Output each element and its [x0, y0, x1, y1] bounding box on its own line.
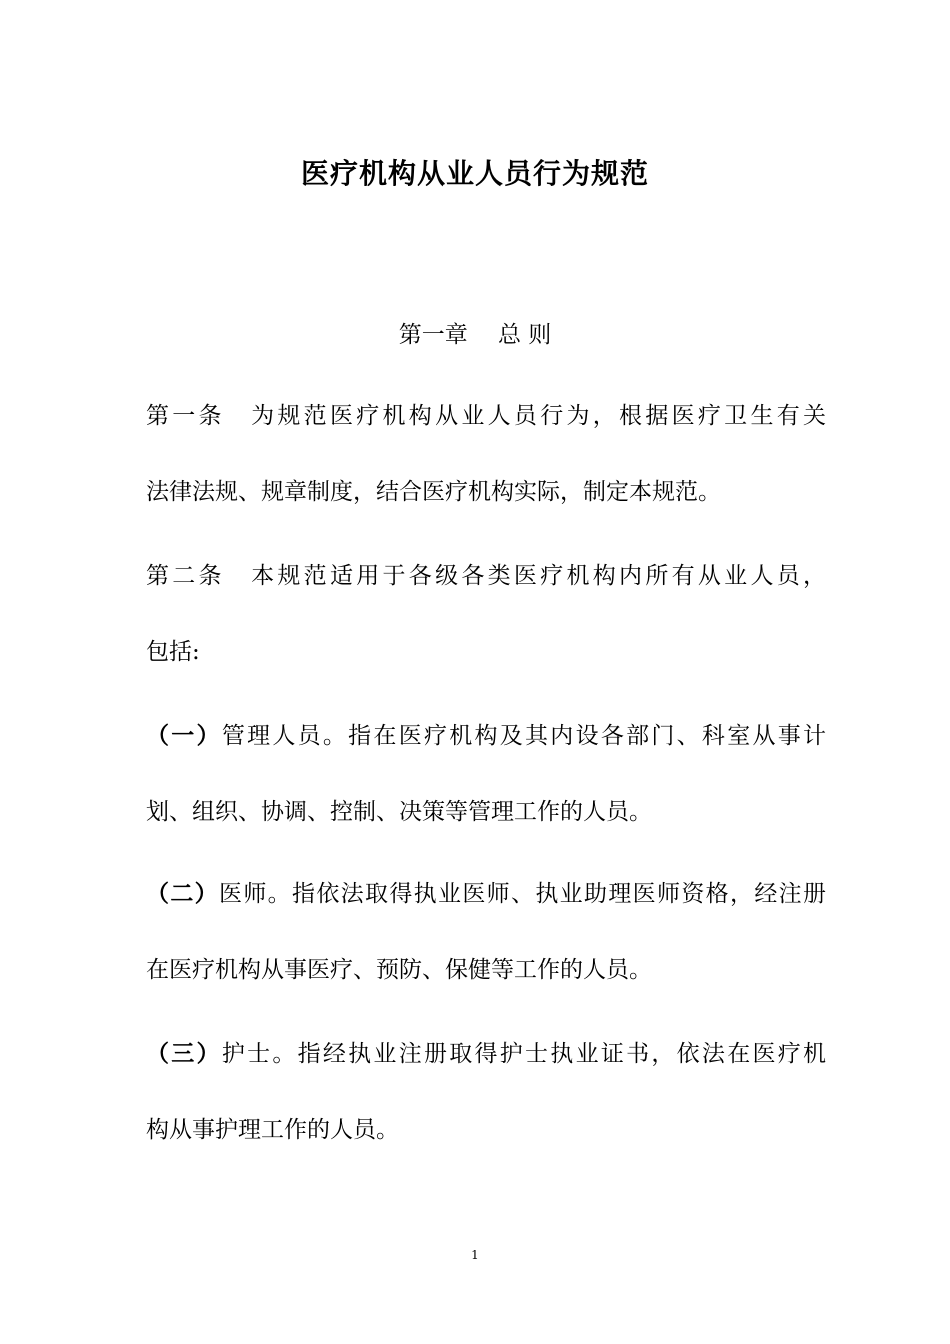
item-1-line-1 — [146, 720, 826, 752]
article-2-line-2: 包括: — [146, 639, 200, 665]
item-2-number: （二） — [146, 880, 219, 907]
item-1-text: 管理人员。指在医疗机构及其内设各部门、科室从事计 — [221, 723, 827, 749]
page-number: 1 — [471, 1248, 479, 1262]
item-3-text: 护士。指经执业注册取得护士执业证书，依法在医疗机 — [221, 1041, 827, 1067]
item-3-line-2: 构从事护理工作的人员。 — [146, 1117, 399, 1143]
item-2-line-2: 在医疗机构从事医疗、预防、保健等工作的人员。 — [146, 957, 652, 983]
item-3-line-1 — [146, 1038, 826, 1070]
chapter-heading: 第一章 总 则 — [398, 322, 552, 348]
article-2-line-1: 第二条 本规范适用于各级各类医疗机构内所有从业人员， — [146, 563, 826, 589]
item-1-number: （一） — [146, 722, 222, 749]
document-title: 医疗机构从业人员行为规范 — [300, 157, 649, 190]
item-3-number: （三） — [146, 1040, 222, 1067]
article-1-line-2: 法律法规、规章制度，结合医疗机构实际，制定本规范。 — [146, 479, 721, 505]
item-2-text: 医师。指依法取得执业医师、执业助理医师资格，经注册 — [219, 881, 826, 907]
item-1-line-2: 划、组织、协调、控制、决策等管理工作的人员。 — [146, 799, 652, 825]
article-1-line-1: 第一条 为规范医疗机构从业人员行为，根据医疗卫生有关 — [146, 403, 826, 429]
item-2-line-1 — [146, 878, 826, 910]
